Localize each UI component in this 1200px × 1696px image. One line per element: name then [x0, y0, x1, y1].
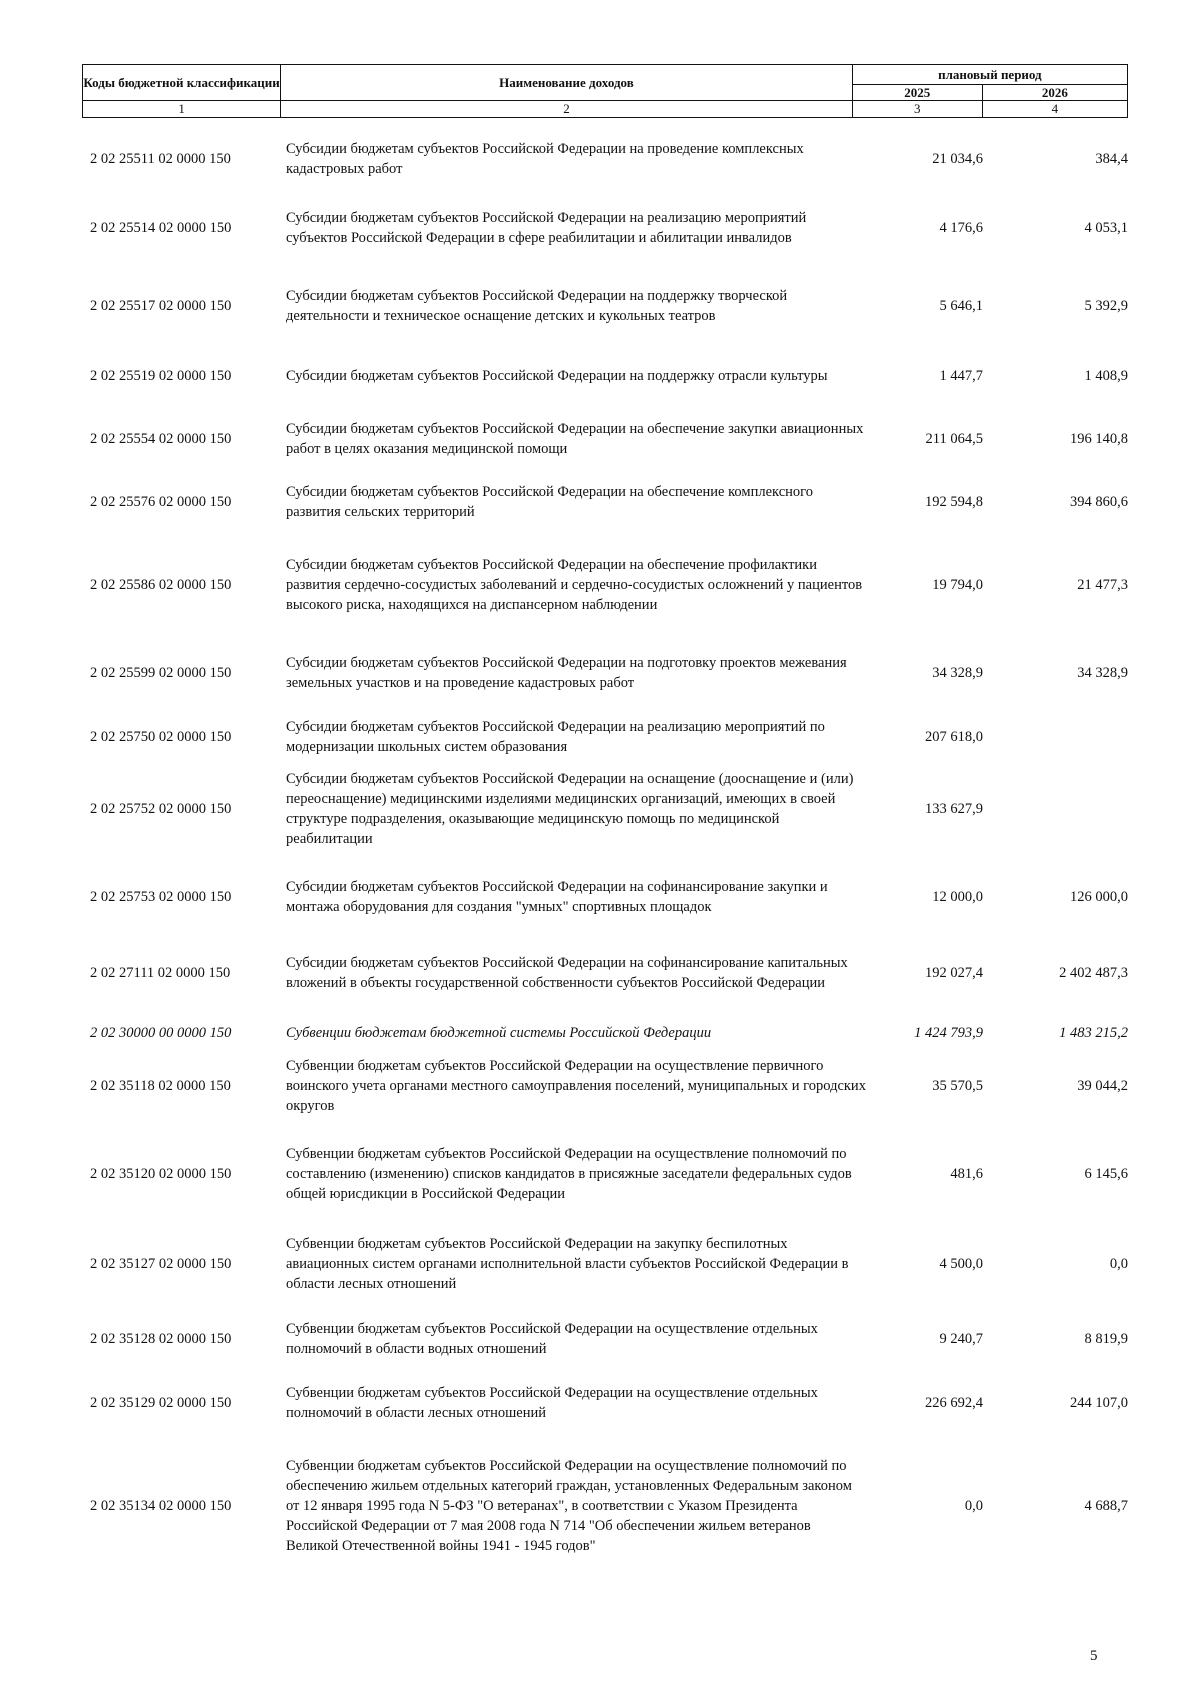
row-value-2026: 126 000,0 [1070, 889, 1128, 905]
table-row [0, 941, 1200, 1005]
row-code: 2 02 35129 02 0000 150 [90, 1395, 232, 1411]
header-col-number-2: 2 [281, 101, 853, 118]
row-code: 2 02 25576 02 0000 150 [90, 494, 232, 510]
row-value-2025: 207 618,0 [925, 729, 983, 745]
row-code: 2 02 25514 02 0000 150 [90, 220, 232, 236]
row-code: 2 02 25517 02 0000 150 [90, 298, 232, 314]
table-row [0, 355, 1200, 397]
row-value-2025: 192 594,8 [925, 494, 983, 510]
row-name: Субвенции бюджетам бюджетной системы Российской Федерации [286, 1025, 712, 1041]
row-name: Субсидии бюджетам субъектов Российской Федерации на поддержку отрасли культуры [286, 368, 828, 384]
row-value-2026: 0,0 [1109, 1256, 1128, 1272]
row-value-2025: 21 034,6 [932, 151, 983, 167]
row-value-2025: 133 627,9 [925, 801, 983, 817]
header-year-2025: 2025 [852, 85, 982, 101]
row-name: Субсидии бюджетам субъектов Российской Федерации на подготовку проектов межевания земельных участков и на проведение кадастровых работ [286, 655, 847, 691]
row-value-2026: 2 402 487,3 [1059, 965, 1128, 981]
header-col-number-4: 4 [982, 101, 1127, 118]
table-row [0, 543, 1200, 627]
table-row [0, 274, 1200, 338]
row-name: Субсидии бюджетам субъектов Российской Федерации на реализацию мероприятий субъектов Российской Федерации в сфере реабилитации и абилитации инвалидов [286, 210, 807, 246]
row-name: Субвенции бюджетам субъектов Российской Федерации на осуществление отдельных полномочий в области лесных отношений [286, 1385, 818, 1421]
row-name: Субсидии бюджетам субъектов Российской Федерации на проведение комплексных кадастровых работ [286, 141, 804, 177]
row-value-2026: 8 819,9 [1084, 1331, 1128, 1347]
table-row [0, 1382, 1200, 1424]
row-value-2025: 4 176,6 [939, 220, 983, 236]
row-name: Субвенции бюджетам субъектов Российской Федерации на закупку беспилотных авиационных систем органами исполнительной власти субъектов Российской Федерации в области лесных отношений [286, 1236, 849, 1292]
table-row [0, 1318, 1200, 1360]
table-row [0, 1232, 1200, 1296]
row-code: 2 02 25511 02 0000 150 [90, 151, 231, 167]
row-value-2026: 244 107,0 [1070, 1395, 1128, 1411]
row-value-2025: 211 064,5 [925, 431, 983, 447]
row-value-2026: 384,4 [1095, 151, 1128, 167]
row-value-2026: 394 860,6 [1070, 494, 1128, 510]
row-code: 2 02 25586 02 0000 150 [90, 577, 232, 593]
row-code: 2 02 27111 02 0000 150 [90, 965, 231, 981]
header-codes: Коды бюджетной классификации [83, 65, 281, 101]
row-code: 2 02 25752 02 0000 150 [90, 801, 232, 817]
row-name: Субсидии бюджетам субъектов Российской Федерации на обеспечение закупки авиационных работ в целях оказания медицинской помощи [286, 421, 864, 457]
row-name: Субсидии бюджетам субъектов Российской Федерации на обеспечение комплексного развития сельских территорий [286, 484, 813, 520]
row-value-2025: 1 424 793,9 [914, 1025, 983, 1041]
table-row [0, 1054, 1200, 1118]
row-name: Субсидии бюджетам субъектов Российской Федерации на поддержку творческой деятельности и техническое оснащение детских и кукольных театров [286, 288, 788, 324]
header-planned-period: плановый период [852, 65, 1127, 85]
row-value-2025: 35 570,5 [932, 1078, 983, 1094]
row-code: 2 02 25519 02 0000 150 [90, 368, 232, 384]
row-code: 2 02 25554 02 0000 150 [90, 431, 232, 447]
row-code: 2 02 35134 02 0000 150 [90, 1498, 232, 1514]
row-value-2025: 34 328,9 [932, 665, 983, 681]
table-row [0, 481, 1200, 523]
row-code: 2 02 35120 02 0000 150 [90, 1166, 232, 1182]
header-income-name: Наименование доходов [281, 65, 853, 101]
row-value-2025: 481,6 [950, 1166, 983, 1182]
row-value-2026: 5 392,9 [1084, 298, 1128, 314]
row-value-2025: 9 240,7 [939, 1331, 983, 1347]
row-value-2025: 12 000,0 [932, 889, 983, 905]
row-value-2026: 34 328,9 [1077, 665, 1128, 681]
row-value-2025: 19 794,0 [932, 577, 983, 593]
row-code: 2 02 25599 02 0000 150 [90, 665, 232, 681]
row-value-2026: 21 477,3 [1077, 577, 1128, 593]
row-name: Субвенции бюджетам субъектов Российской Федерации на осуществление полномочий по обеспечению жильем отдельных категорий граждан, установленных Федеральным законом от 12 января 1995 года N 5-ФЗ "О ветеранах", в соответствии с Указом Президента Российской Федерации от 7 мая 2008 года N 714 "Об обеспечении жильем ветеранов Великой Отечественной войны 1941 - 1945 годов" [286, 1458, 852, 1554]
row-code: 2 02 25753 02 0000 150 [90, 889, 232, 905]
row-name: Субсидии бюджетам субъектов Российской Федерации на обеспечение профилактики развития сердечно-сосудистых заболеваний и сердечно-сосудистых осложнений у пациентов высокого риска, находящихся на диспансерном наблюдении [286, 557, 863, 613]
row-name: Субвенции бюджетам субъектов Российской Федерации на осуществление отдельных полномочий в области водных отношений [286, 1321, 818, 1357]
table-row [0, 196, 1200, 260]
header-col-number-1: 1 [83, 101, 281, 118]
table-row [0, 876, 1200, 918]
row-value-2026: 196 140,8 [1070, 431, 1128, 447]
row-code: 2 02 25750 02 0000 150 [90, 729, 232, 745]
table-row-section-total [0, 1020, 1200, 1046]
table-row [0, 1444, 1200, 1568]
row-code: 2 02 30000 00 0000 150 [90, 1025, 232, 1041]
row-value-2026: 4 688,7 [1084, 1498, 1128, 1514]
row-name: Субвенции бюджетам субъектов Российской Федерации на осуществление полномочий по составлению (изменению) списков кандидатов в присяжные заседатели федеральных судов общей юрисдикции в Российской Федерации [286, 1146, 852, 1202]
header-col-number-3: 3 [852, 101, 982, 118]
row-name: Субсидии бюджетам субъектов Российской Федерации на софинансирование закупки и монтажа оборудования для создания "умных" спортивных площадок [286, 879, 828, 915]
row-value-2026: 6 145,6 [1084, 1166, 1128, 1182]
row-name: Субвенции бюджетам субъектов Российской Федерации на осуществление первичного воинского учета органами местного самоуправления поселений, муниципальных и городских округов [286, 1058, 866, 1114]
row-value-2026: 1 483 215,2 [1059, 1025, 1128, 1041]
table-row [0, 716, 1200, 758]
row-code: 2 02 35118 02 0000 150 [90, 1078, 231, 1094]
row-value-2025: 1 447,7 [939, 368, 983, 384]
table-row [0, 1142, 1200, 1206]
row-value-2025: 4 500,0 [939, 1256, 983, 1272]
row-value-2025: 192 027,4 [925, 965, 983, 981]
row-name: Субсидии бюджетам субъектов Российской Федерации на оснащение (дооснащение и (или) переоснащение) медицинскими изделиями медицинских организаций, имеющих в своей структуре подразделения, оказывающие медицинскую помощь по медицинской реабилитации [286, 771, 854, 847]
table-row [0, 652, 1200, 694]
table-header [82, 64, 1128, 118]
row-value-2026: 39 044,2 [1077, 1078, 1128, 1094]
row-name: Субсидии бюджетам субъектов Российской Федерации на реализацию мероприятий по модернизации школьных систем образования [286, 719, 825, 755]
row-value-2025: 226 692,4 [925, 1395, 983, 1411]
row-name: Субсидии бюджетам субъектов Российской Федерации на софинансирование капитальных вложений в объекты государственной собственности субъектов Российской Федерации [286, 955, 848, 991]
row-value-2025: 0,0 [964, 1498, 983, 1514]
page-number: 5 [1090, 1648, 1098, 1664]
table-row [0, 418, 1200, 460]
row-value-2026: 1 408,9 [1084, 368, 1128, 384]
table-row [0, 138, 1200, 180]
row-code: 2 02 35128 02 0000 150 [90, 1331, 232, 1347]
row-value-2026: 4 053,1 [1084, 220, 1128, 236]
row-value-2025: 5 646,1 [939, 298, 983, 314]
header-year-2026: 2026 [982, 85, 1127, 101]
table-row [0, 767, 1200, 851]
row-code: 2 02 35127 02 0000 150 [90, 1256, 232, 1272]
